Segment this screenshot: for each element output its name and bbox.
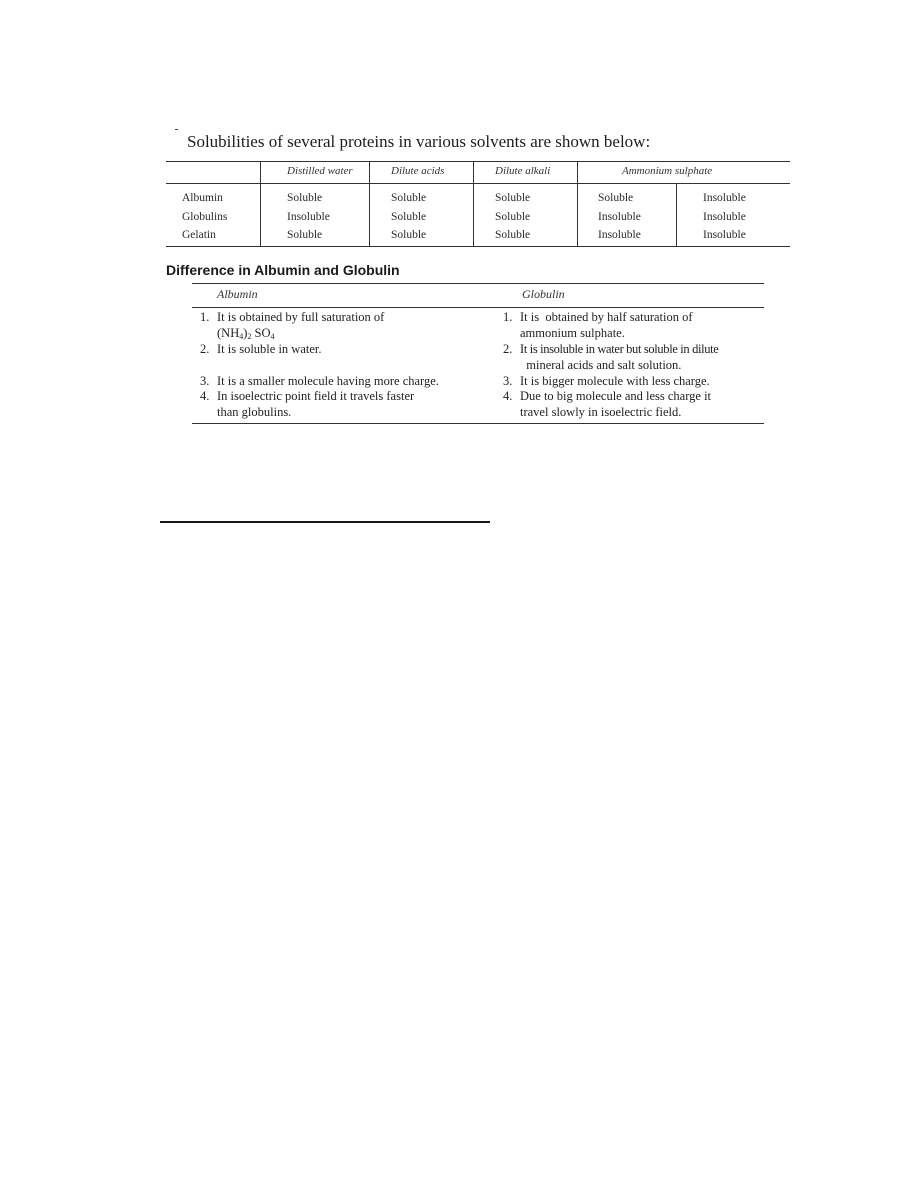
item-text: Due to big molecule and less charge it bbox=[520, 389, 712, 403]
column-divider bbox=[260, 162, 261, 246]
column-divider bbox=[369, 162, 370, 246]
table-cell: Insoluble bbox=[598, 229, 641, 241]
item-text: In isoelectric point field it travels faster bbox=[217, 389, 415, 403]
item-number: 1. bbox=[200, 310, 210, 324]
table-cell: Soluble bbox=[598, 192, 634, 204]
item-number: 2. bbox=[503, 342, 513, 356]
item-text: travel slowly in isoelectric field. bbox=[520, 404, 682, 419]
item-number: 2. bbox=[200, 342, 210, 356]
item-number: 3. bbox=[503, 374, 513, 388]
stray-mark bbox=[175, 129, 178, 130]
item-number: 4. bbox=[200, 389, 210, 403]
item-text: ammonium sulphate. bbox=[520, 325, 625, 340]
table-cell: Insoluble bbox=[598, 211, 641, 223]
table-cell: Insoluble bbox=[703, 229, 746, 241]
column-header: Distilled water bbox=[287, 165, 353, 177]
row-label: Albumin bbox=[182, 192, 223, 204]
table-cell: Soluble bbox=[287, 229, 323, 241]
column-header: Dilute alkali bbox=[495, 165, 551, 177]
column-divider bbox=[577, 162, 578, 246]
item-number: 3. bbox=[200, 374, 210, 388]
table-cell: Soluble bbox=[495, 211, 531, 223]
item-text: It is bigger molecule with less charge. bbox=[520, 374, 710, 388]
column-header: Dilute acids bbox=[391, 165, 445, 177]
column-divider bbox=[473, 162, 474, 246]
item-text: It is a smaller molecule having more charge. bbox=[217, 374, 439, 388]
item-text: It is insoluble in water but soluble in dilute bbox=[520, 342, 719, 356]
row-label: Globulins bbox=[182, 211, 228, 223]
column-header: Ammonium sulphate bbox=[622, 165, 713, 177]
comparison-table bbox=[192, 283, 764, 424]
column-divider bbox=[676, 184, 677, 246]
item-text: than globulins. bbox=[217, 404, 292, 419]
solubility-table bbox=[166, 161, 790, 247]
table-cell: Soluble bbox=[391, 211, 427, 223]
item-text: It is obtained by full saturation of bbox=[217, 310, 385, 324]
row-label: Gelatin bbox=[182, 229, 216, 241]
formula-text: $(NH_4)_2$ $SO_4$ bbox=[217, 325, 275, 341]
item-text: mineral acids and salt solution. bbox=[520, 357, 682, 372]
section-heading: Difference in Albumin and Globulin bbox=[166, 262, 400, 278]
item-number: 4. bbox=[503, 389, 513, 403]
albumin-column-header: Albumin bbox=[217, 287, 258, 301]
intro-text: Solubilities of several proteins in various solvents are shown below: bbox=[187, 132, 651, 151]
table-cell: Soluble bbox=[391, 229, 427, 241]
item-number: 1. bbox=[503, 310, 513, 324]
header-divider bbox=[192, 307, 764, 308]
table-cell: Soluble bbox=[495, 229, 531, 241]
table-cell: Insoluble bbox=[703, 192, 746, 204]
item-text: It is soluble in water. bbox=[217, 342, 322, 356]
table-cell: Soluble bbox=[391, 192, 427, 204]
footnote-rule bbox=[160, 521, 490, 523]
table-cell: Insoluble bbox=[703, 211, 746, 223]
table-cell: Insoluble bbox=[287, 211, 330, 223]
table-cell: Soluble bbox=[287, 192, 323, 204]
table-cell: Soluble bbox=[495, 192, 531, 204]
item-text: It is obtained by half saturation of bbox=[520, 310, 693, 324]
globulin-column-header: Globulin bbox=[522, 287, 565, 301]
